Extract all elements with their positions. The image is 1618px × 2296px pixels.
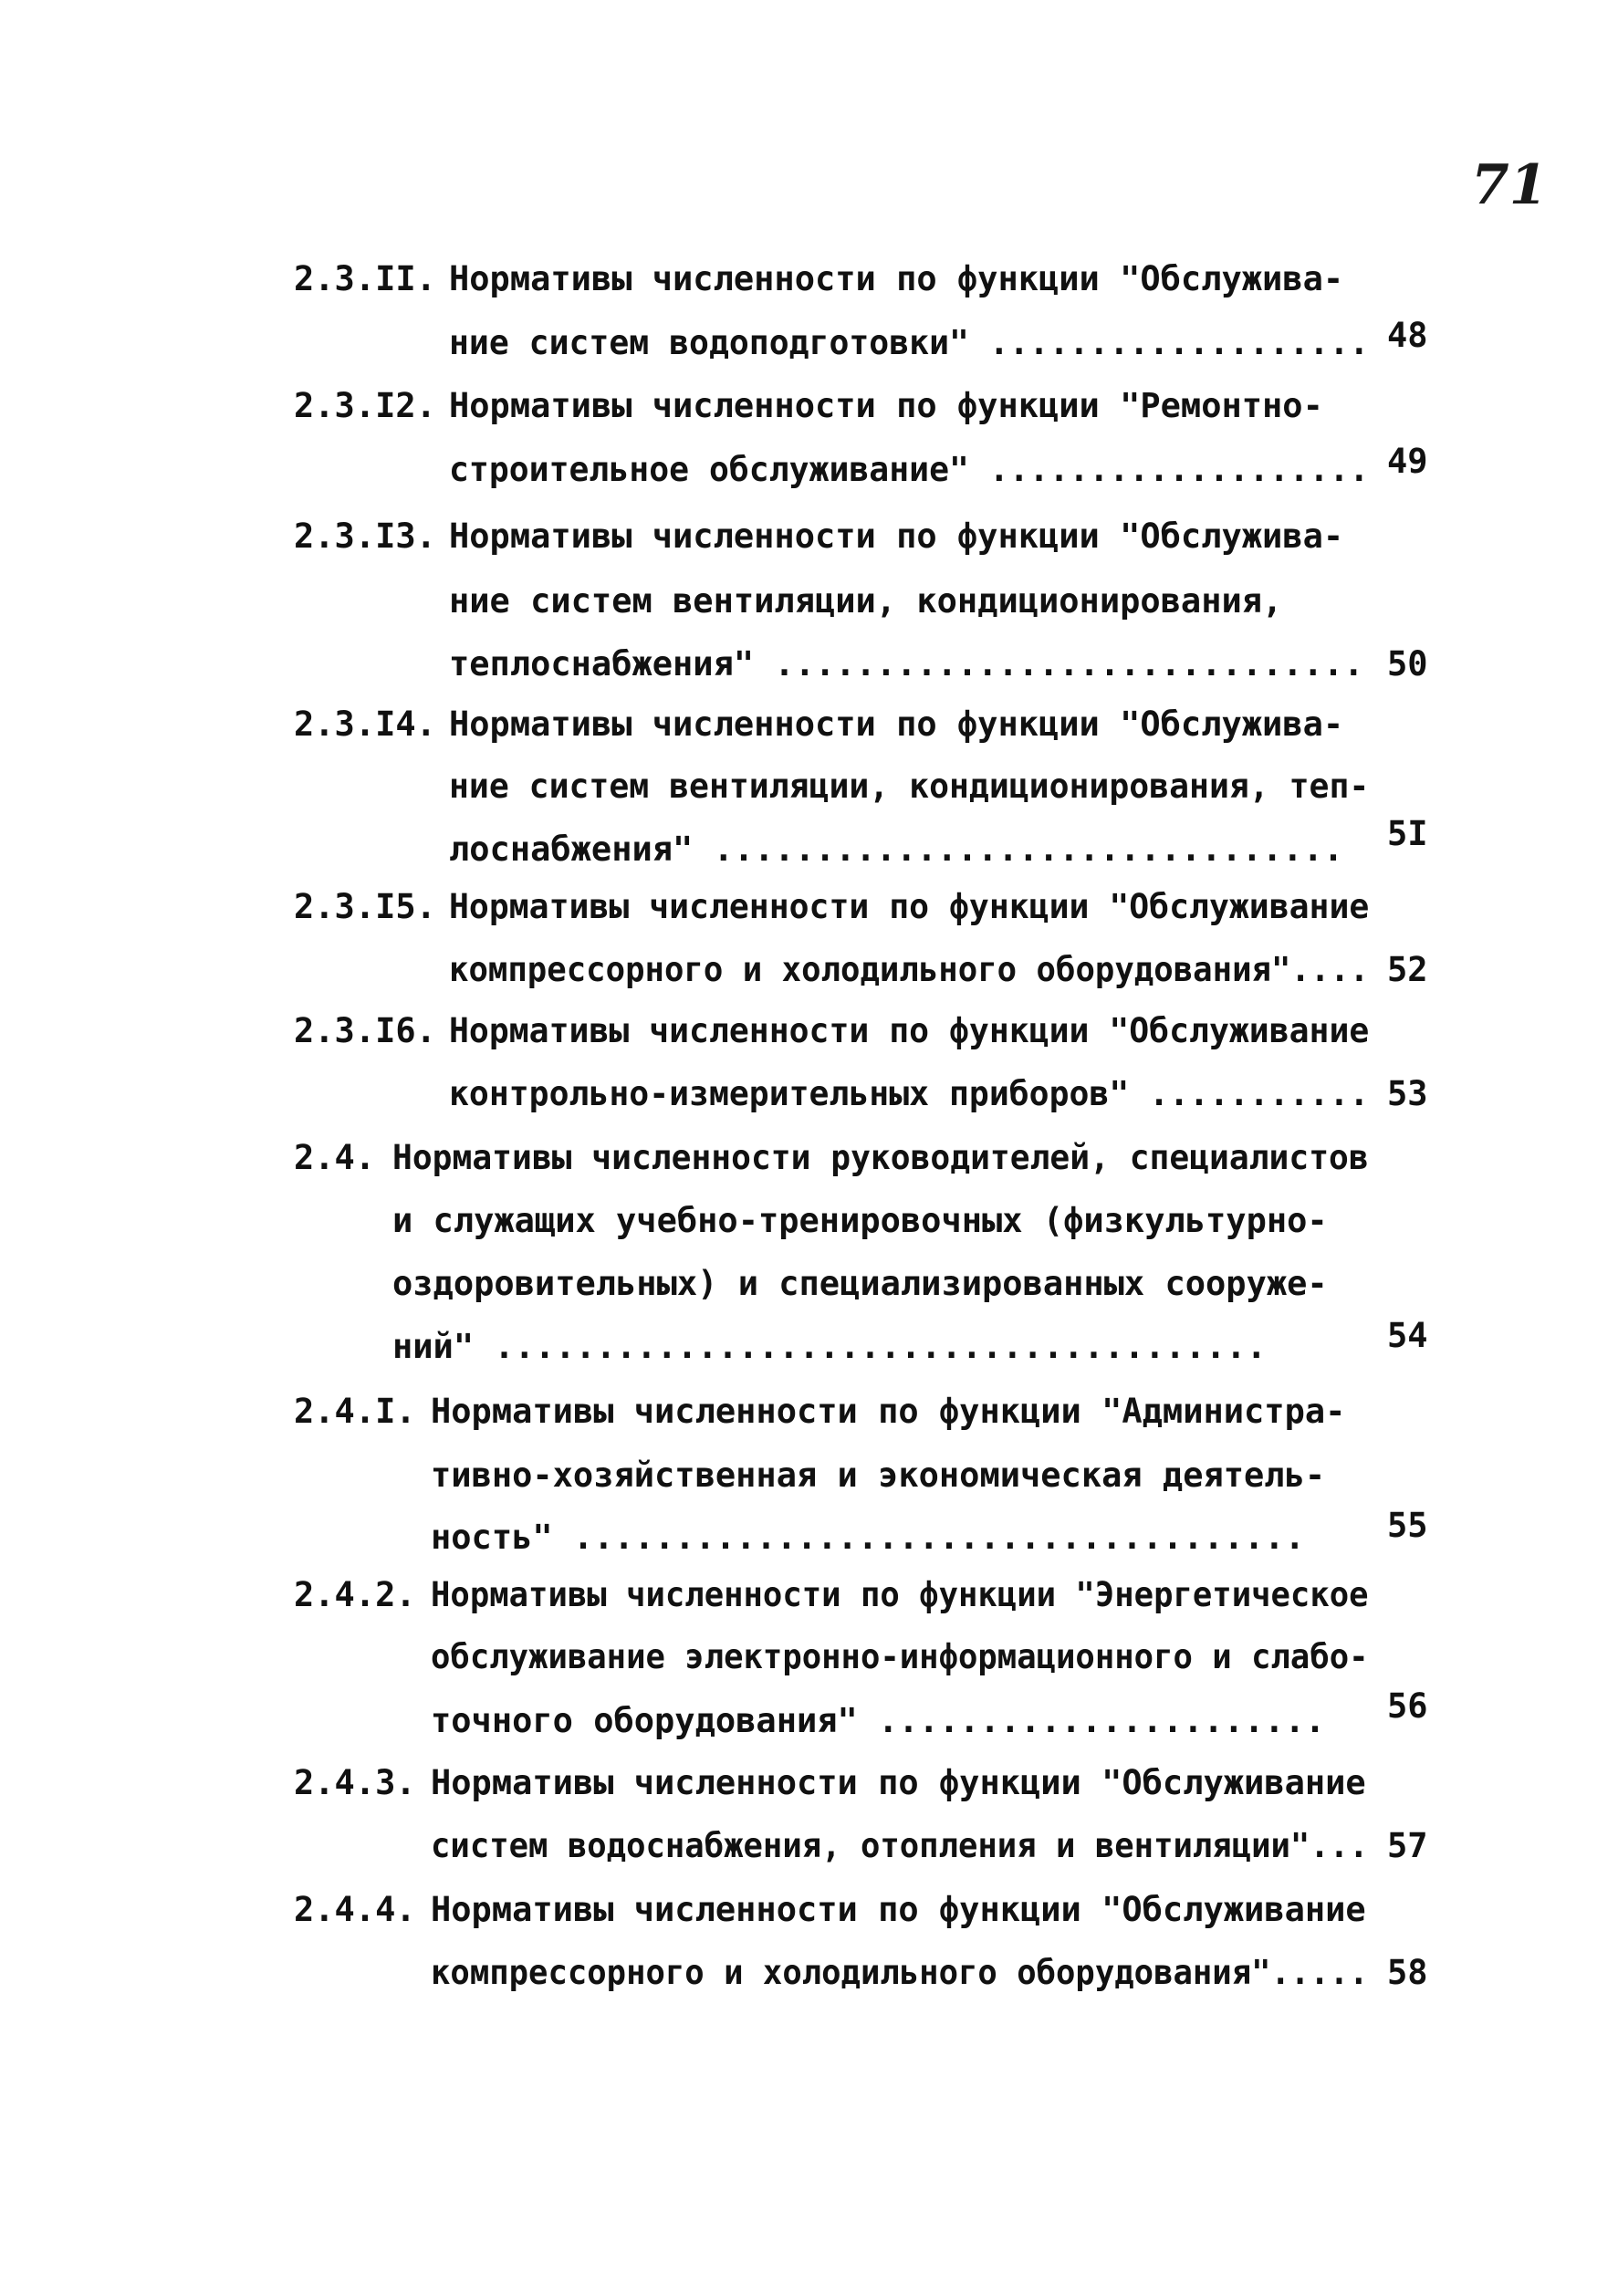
toc-entry-line: контрольно-измерительных приборов" ........... <box>449 1074 1370 1113</box>
toc-entry-number: 2.3.II. <box>294 259 436 298</box>
toc-entry-line: точного оборудования" ...................... <box>431 1701 1326 1740</box>
toc-entry-page: 58 <box>1387 1953 1428 1992</box>
toc-entry-line: ность" .................................... <box>431 1518 1305 1557</box>
toc-entry-line: ние систем водоподготовки" ................... <box>449 323 1370 362</box>
toc-entry-line: Нормативы численности по функции "Обслуживание <box>449 887 1370 926</box>
toc-entry-page: 49 <box>1387 442 1428 481</box>
toc-entry-line: тивно-хозяйственная и экономическая деятель- <box>431 1456 1326 1495</box>
toc-entry-line: строительное обслуживание" ................... <box>449 450 1370 489</box>
toc-entry-line: Нормативы численности по функции "Обслуживание <box>431 1890 1366 1929</box>
toc-entry-number: 2.4. <box>294 1138 376 1177</box>
toc-entry-number: 2.4.2. <box>294 1575 416 1614</box>
page-number-mark: 71 <box>1471 153 1548 217</box>
toc-entry-line: Нормативы численности по функции "Обслужива- <box>449 517 1344 556</box>
toc-entry-page: 57 <box>1387 1826 1428 1865</box>
toc-entry-page: 56 <box>1387 1686 1428 1726</box>
toc-entry-number: 2.3.I4. <box>294 704 436 744</box>
toc-entry-line: лоснабжения" ............................... <box>449 830 1344 869</box>
toc-entry-line: ний" ...................................... <box>392 1327 1267 1366</box>
toc-entry-line: Нормативы численности по функции "Ремонтно- <box>449 386 1323 425</box>
toc-entry-line: теплоснабжения" ............................. <box>449 644 1364 684</box>
toc-entry-number: 2.3.I6. <box>294 1011 436 1050</box>
toc-entry-number: 2.4.I. <box>294 1392 416 1431</box>
toc-entry-number: 2.3.I3. <box>294 517 436 556</box>
toc-entry-number: 2.4.3. <box>294 1763 416 1802</box>
toc-entry-line: Нормативы численности по функции "Обслуживание <box>431 1763 1366 1802</box>
toc-entry-line: и служащих учебно-тренировочных (физкультурно- <box>392 1201 1328 1240</box>
toc-entry-line: компрессорного и холодильного оборудования"..... <box>431 1953 1369 1992</box>
toc-entry-page: 5I <box>1387 814 1428 853</box>
toc-entry-page: 54 <box>1387 1316 1428 1355</box>
toc-entry-line: Нормативы численности по функции "Обслужива- <box>449 704 1344 744</box>
toc-entry-page: 50 <box>1387 644 1428 684</box>
toc-entry-number: 2.3.I2. <box>294 386 436 425</box>
toc-entry-line: ние систем вентиляции, кондиционирования, теп- <box>449 767 1370 806</box>
toc-entry-page: 55 <box>1387 1506 1428 1545</box>
toc-entry-line: систем водоснабжения, отопления и вентиляции"... <box>431 1826 1369 1865</box>
toc-entry-line: Нормативы численности по функции "Энергетическое <box>431 1575 1369 1614</box>
toc-entry-page: 52 <box>1387 950 1428 989</box>
toc-entry-page: 48 <box>1387 316 1428 355</box>
toc-entry-line: ние систем вентиляции, кондиционирования, <box>449 581 1283 621</box>
toc-entry-line: Нормативы численности по функции "Администра- <box>431 1392 1346 1431</box>
toc-entry-line: Нормативы численности руководителей, специалистов <box>392 1138 1369 1177</box>
toc-entry-line: Нормативы численности по функции "Обслужива- <box>449 259 1344 298</box>
toc-entry-page: 53 <box>1387 1074 1428 1113</box>
toc-entry-line: оздоровительных) и специализированных сооруже- <box>392 1264 1328 1303</box>
toc-entry-number: 2.3.I5. <box>294 887 436 926</box>
toc-entry-line: обслуживание электронно-информационного и слабо- <box>431 1637 1369 1676</box>
toc-entry-line: компрессорного и холодильного оборудования".... <box>449 950 1370 989</box>
toc-entry-line: Нормативы численности по функции "Обслуживание <box>449 1011 1370 1050</box>
toc-entry-number: 2.4.4. <box>294 1890 416 1929</box>
